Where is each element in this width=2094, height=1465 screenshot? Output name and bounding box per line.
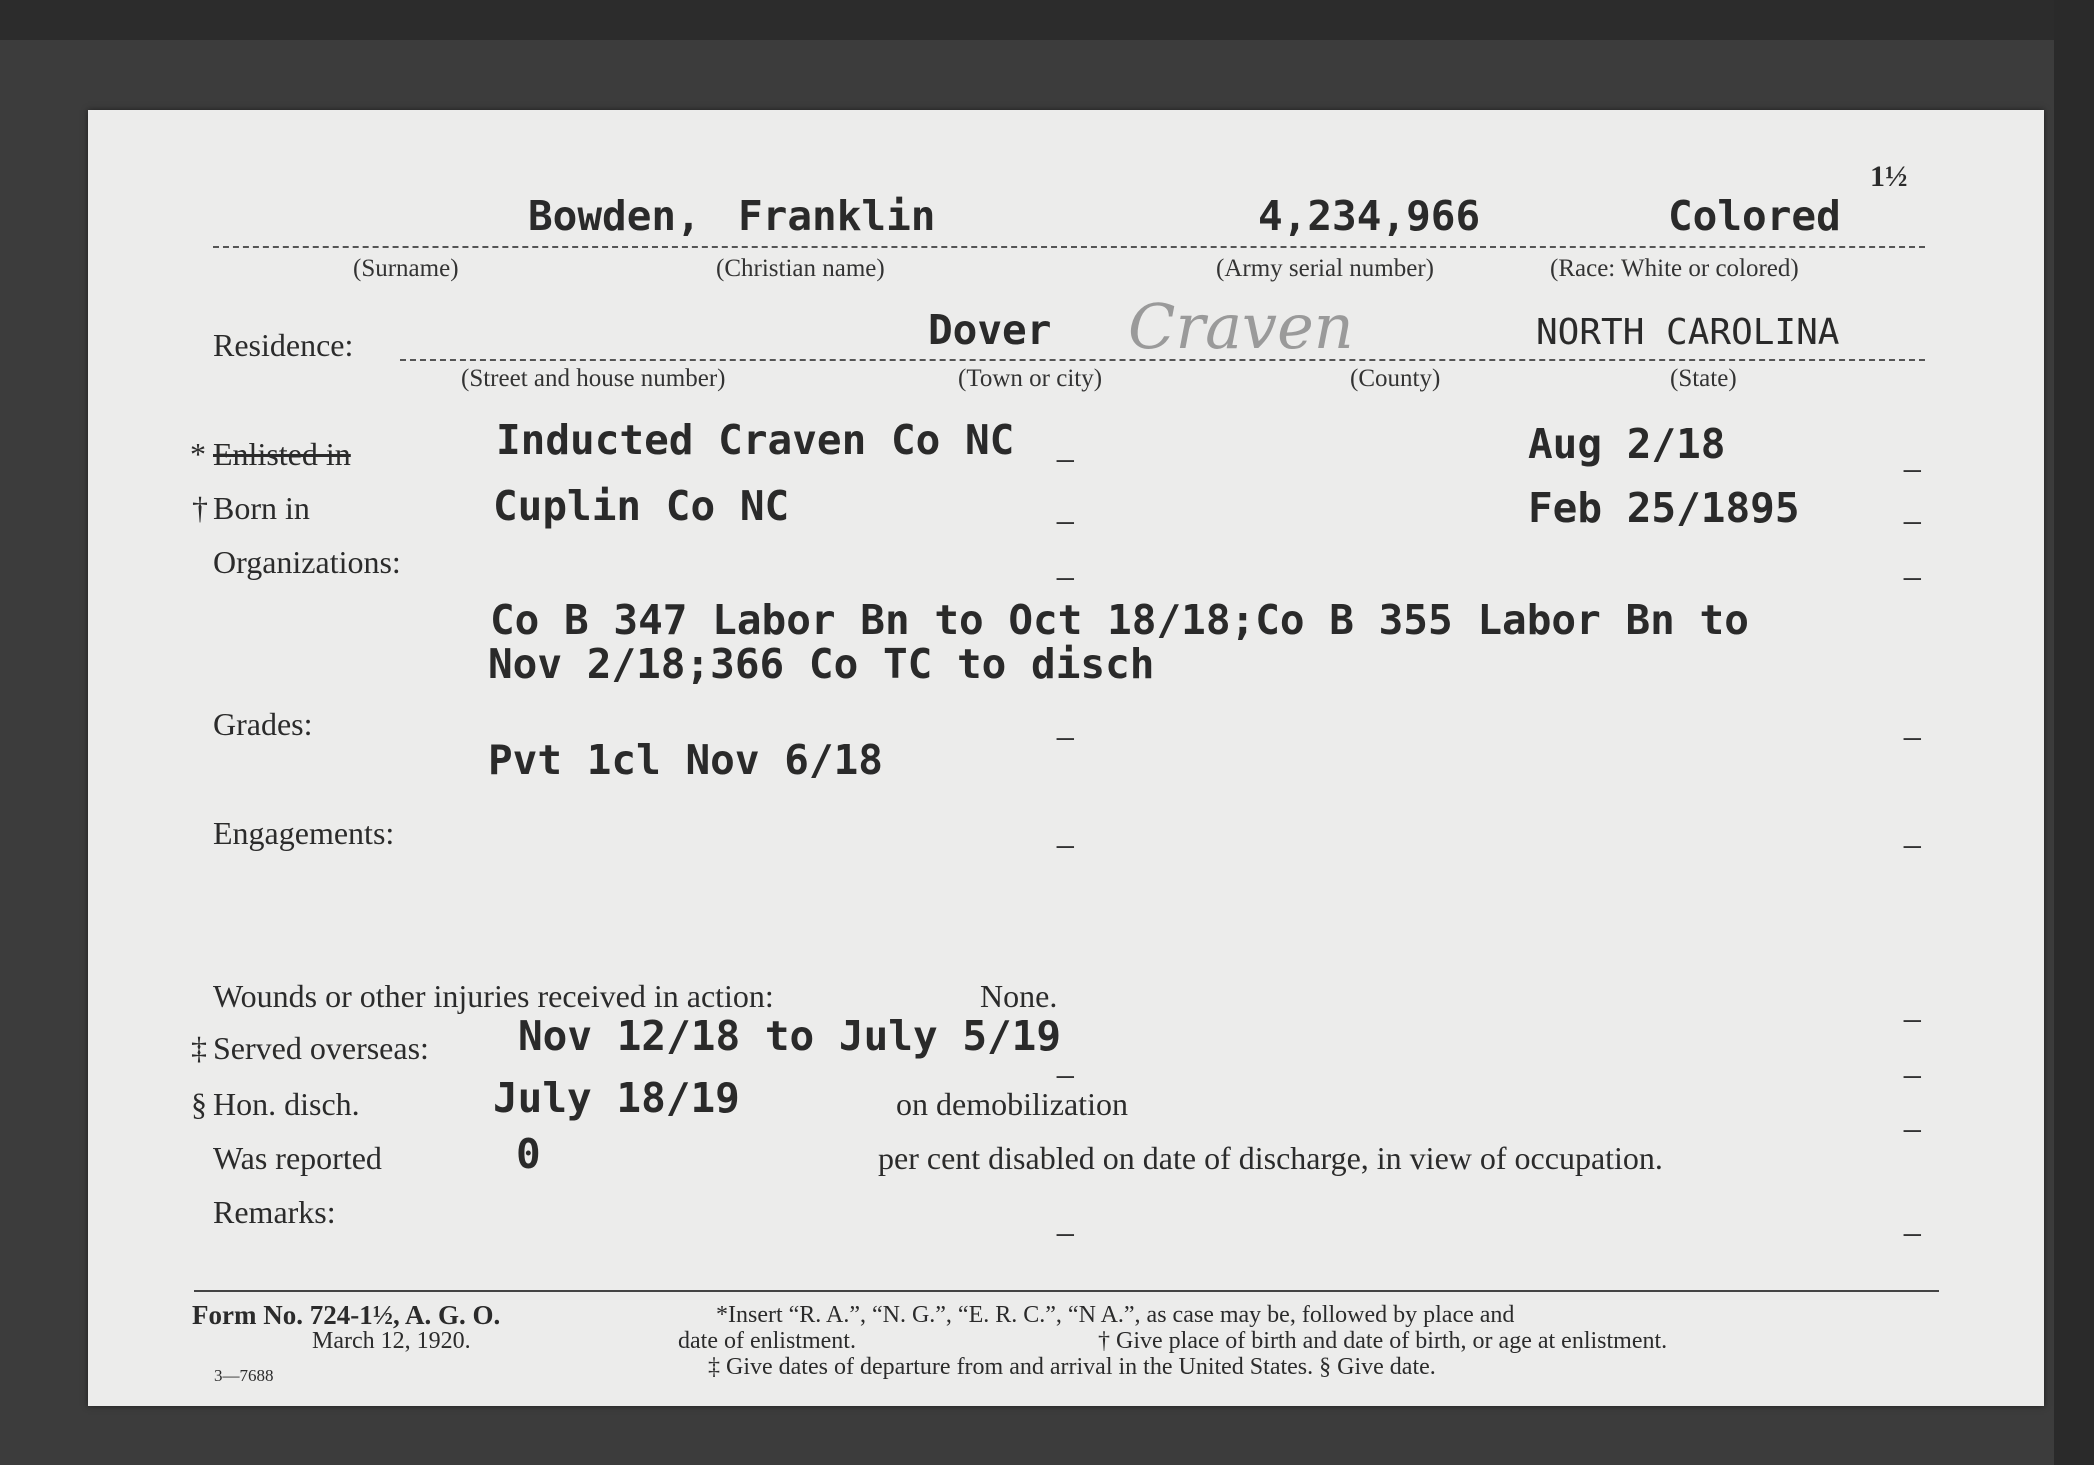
grades-label: Grades: [213,706,313,742]
field-tick: _ [1057,492,1074,525]
field-tick: _ [1904,440,1921,473]
organizations-line-2: Nov 2/18;366 Co TC to disch [488,640,1155,688]
header-dotted-line [213,246,1925,248]
surname-caption: (Surname) [353,255,459,282]
field-tick: _ [1057,816,1074,849]
race-value: Colored [1668,192,1841,240]
footnote-line-3: ‡ Give dates of departure from and arrival in the United States. § Give date. [708,1354,1436,1380]
field-tick: _ [1057,1046,1074,1079]
born-mark: † [192,490,208,526]
field-tick: _ [1057,1204,1074,1237]
field-tick: _ [1904,708,1921,741]
field-tick: _ [1904,1100,1921,1133]
reported-label: Was reported [213,1140,382,1176]
form-number: Form No. 724-1½, A. G. O. [192,1300,501,1330]
field-tick: _ [1057,430,1074,463]
scanner-right-edge [2054,0,2094,1465]
discharge-mark: § [191,1086,207,1122]
reported-value: 0 [516,1130,541,1178]
remarks-label: Remarks: [213,1194,336,1230]
field-tick: _ [1057,708,1074,741]
residence-state-value: NORTH CAROLINA [1536,312,1840,353]
born-label: Born in [213,490,310,526]
residence-county-handwritten: Craven [1128,290,1354,363]
residence-town-value: Dover [928,306,1052,354]
born-value: Cuplin Co NC [493,482,790,530]
footnote-line-2b: † Give place of birth and date of birth, or age at enlistment. [1098,1328,1668,1354]
footer-rule [194,1290,1939,1292]
enlisted-mark: * [190,436,206,472]
wounds-value: None. [980,978,1058,1014]
field-tick: _ [1904,548,1921,581]
county-caption: (County) [1350,365,1441,392]
field-tick: _ [1904,816,1921,849]
enlisted-value: Inducted Craven Co NC [496,416,1015,464]
overseas-label: Served overseas: [213,1030,429,1066]
grades-value: Pvt 1cl Nov 6/18 [488,736,883,784]
footnote-line-2a: date of enlistment. [678,1328,856,1354]
record-card [88,110,2044,1406]
organizations-line-1: Co B 347 Labor Bn to Oct 18/18;Co B 355 Labor Bn to [490,596,1749,644]
serial-number-value: 4,234,966 [1258,192,1481,240]
overseas-mark: ‡ [191,1030,207,1066]
field-tick: _ [1057,548,1074,581]
field-tick: _ [1904,1046,1921,1079]
state-caption: (State) [1670,365,1737,392]
form-date: March 12, 1920. [312,1328,471,1354]
born-date: Feb 25/1895 [1528,484,1800,532]
serial-caption: (Army serial number) [1216,255,1434,282]
footnote-line-1: *Insert “R. A.”, “N. G.”, “E. R. C.”, “N A.”, as case may be, followed by place and [716,1302,1515,1328]
scanner-top-edge [0,0,2094,40]
form-code: 3—7688 [214,1366,274,1385]
surname-value: Bowden, [528,192,701,240]
organizations-label: Organizations: [213,544,401,580]
field-tick: _ [1904,492,1921,525]
street-caption: (Street and house number) [461,365,726,392]
reported-note: per cent disabled on date of discharge, in view of occupation. [878,1140,1663,1176]
wounds-label: Wounds or other injuries received in action: [213,978,774,1014]
discharge-label: Hon. disch. [213,1086,360,1122]
discharge-value: July 18/19 [493,1074,740,1122]
christian-name-caption: (Christian name) [716,255,885,282]
race-caption: (Race: White or colored) [1550,255,1799,282]
enlisted-date: Aug 2/18 [1528,420,1726,468]
overseas-value: Nov 12/18 to July 5/19 [518,1012,1062,1060]
town-caption: (Town or city) [958,365,1103,392]
discharge-note: on demobilization [896,1086,1128,1122]
enlisted-label: Enlisted in [213,436,351,472]
christian-name-value: Franklin [738,192,936,240]
engagements-label: Engagements: [213,815,395,851]
field-tick: _ [1904,990,1921,1023]
residence-label: Residence: [213,327,354,363]
field-tick: _ [1904,1204,1921,1237]
form-fraction: 1½ [1870,160,1908,193]
